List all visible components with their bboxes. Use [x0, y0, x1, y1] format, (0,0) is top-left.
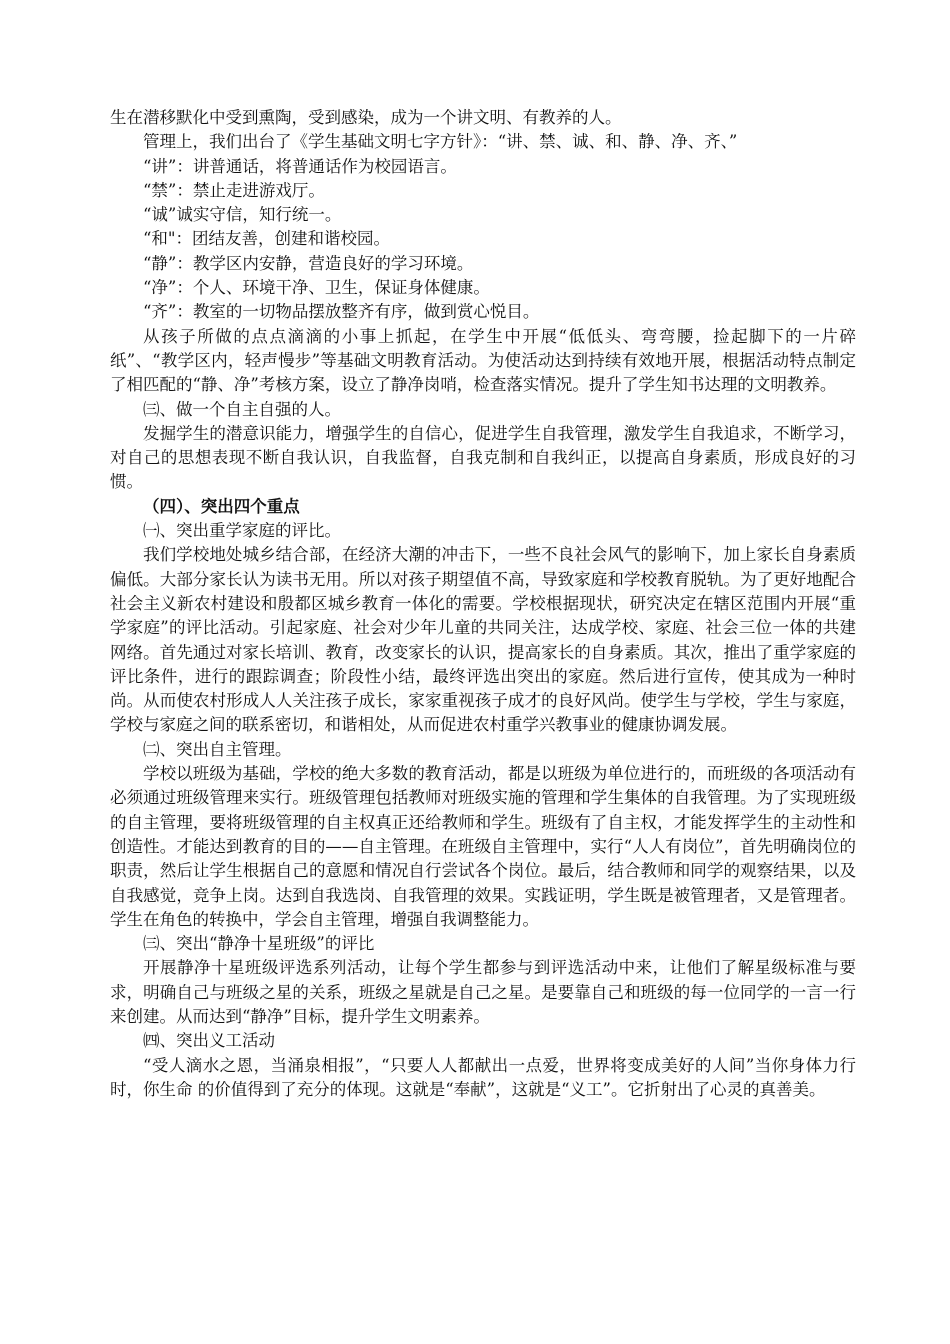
paragraph: 生在潜移默化中受到熏陶，受到感染，成为一个讲文明、有教养的人。 — [110, 108, 622, 127]
paragraph: ㈠、突出重学家庭的评比。 — [143, 521, 341, 541]
document-page — [110, 106, 856, 1102]
paragraph: 学校以班级为基础，学校的绝大多数的教育活动，都是以班级为单位进行的，而班级的各项活动有必须通过班级管理来实行。班级管理包括教师对班级实施的管理和学生集体的自我管理。为了实现班级的自主管理，要将班级管理的自主权真正还给教师和学生。班级有了自主权，才能发挥学生的主动性和创造性。才能达到教育的目的——自主管理。在班级自主管理中，实行“人人有岗位”，首先明确岗位的职责，然后让学生根据自己的意愿和情况自行尝试各个岗位。最后，结合教师和同学的观察结果，以及自我感觉，竞争上岗。达到自我选岗、自我管理的效果。实践证明，学生既是被管理者，又是管理者。学生在角色的转换中，学会自主管理，增强自我调整能力。 — [110, 764, 856, 929]
paragraph: “禁”：禁止走进游戏厅。 — [143, 180, 325, 200]
paragraph: “静”：教学区内安静，营造良好的学习环境。 — [143, 253, 474, 273]
paragraph: ㈡、突出自主管理。 — [143, 739, 292, 759]
paragraph: “齐”：教室的一切物品摆放整齐有序，做到赏心悦目。 — [143, 302, 540, 322]
paragraph: “净”：个人、环境干净、卫生，保证身体健康。 — [143, 278, 490, 298]
paragraph: ㈢、做一个自主自强的人。 — [143, 399, 341, 419]
paragraph: “和"：团结友善，创建和谐校园。 — [143, 229, 391, 249]
section-heading: （四）、突出四个重点 — [143, 496, 300, 516]
paragraph: ㈢、突出“静净十星班级”的评比 — [143, 934, 375, 954]
paragraph: “受人滴水之恩，当涌泉相报”，“只要人人都献出一点爱，世界将变成美好的人间”当你身体力行时，你生命 的价值得到了充分的体现。这就是“奉献”，这就是“义工”。它折射出了心灵的真善美。 — [110, 1055, 856, 1099]
paragraph: 发掘学生的潜意识能力，增强学生的自信心，促进学生自我管理，激发学生自我追求，不断学习，对自己的思想表现不断自我认识，自我监督，自我克制和自我纠正，以提高自身素质，形成良好的习惯。 — [110, 423, 856, 492]
paragraph: 我们学校地处城乡结合部，在经济大潮的冲击下，一些不良社会风气的影响下，加上家长自身素质偏低。大部分家长认为读书无用。所以对孩子期望值不高，导致家庭和学校教育脱轨。为了更好地配合社会主义新农村建设和殷都区城乡教育一体化的需要。学校根据现状，研究决定在辖区范围内开展“重学家庭”的评比活动。引起家庭、社会对少年儿童的共同关注，达成学校、家庭、社会三位一体的共建网络。首先通过对家长培训、教育，改变家长的认识，提高家长的自身素质。其次，推出了重学家庭的评比条件，进行的跟踪调查；阶段性小结，最终评选出突出的家庭。然后进行宣传，使其成为一种时尚。从而使农村形成人人关注孩子成长，家家重视孩子成才的良好风尚。使学生与学校，学生与家庭，学校与家庭之间的联系密切，和谐相处，从而促进农村重学兴教事业的健康协调发展。 — [110, 545, 856, 735]
paragraph: 管理上，我们出台了《学生基础文明七字方针》：“讲、禁、诚、和、静、净、齐、” — [143, 132, 738, 152]
paragraph: 从孩子所做的点点滴滴的小事上抓起，在学生中开展“低低头、弯弯腰，捡起脚下的一片碎纸”、“教学区内，轻声慢步”等基础文明教育活动。为使活动达到持续有效地开展，根据活动特点制定了相匹配的“静、净”考核方案，设立了静净岗哨，检查落实情况。提升了学生知书达理的文明教养。 — [110, 326, 856, 395]
paragraph: “诚”诚实守信，知行统一。 — [143, 205, 342, 225]
paragraph: “讲”：讲普通话，将普通话作为校园语言。 — [143, 156, 457, 176]
paragraph: 开展静净十星班级评选系列活动，让每个学生都参与到评选活动中来，让他们了解星级标准与要求，明确自己与班级之星的关系，班级之星就是自己之星。是要靠自己和班级的每一位同学的一言一行来创建。从而达到“静净”目标，提升学生文明素养。 — [110, 958, 856, 1026]
paragraph: ㈣、突出义工活动 — [143, 1031, 275, 1051]
